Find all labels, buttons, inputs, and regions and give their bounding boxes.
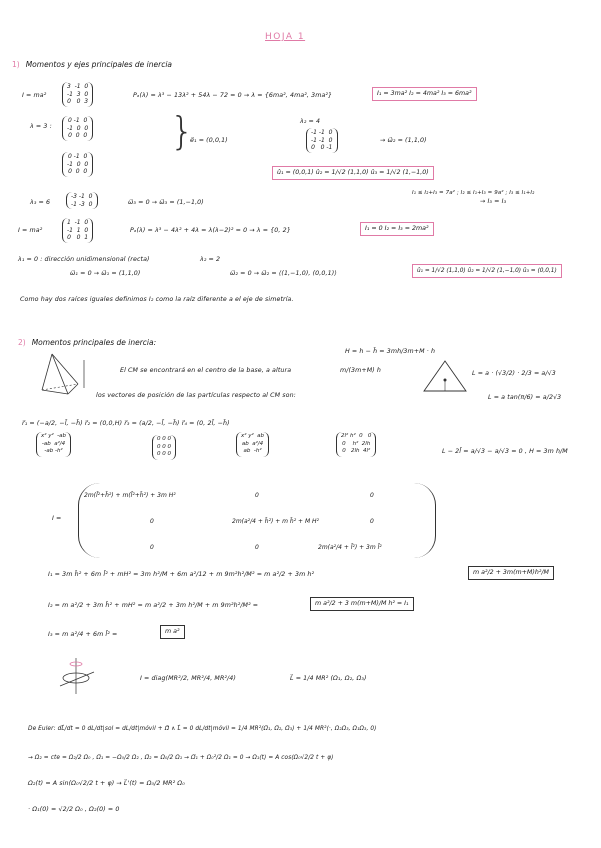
eigen-matrix-3: 0 -1 0 -1 0 0 0 0 0: [62, 116, 93, 141]
moment-I2-box: m a²/2 + 3 m(m+M)/M h² = I₁: [310, 597, 414, 611]
characteristic-polynomial: Pₐ(λ) = λ³ − 13λ² + 54λ − 72 = 0 → λ = {6ma², 4ma², 3ma²}: [133, 92, 333, 99]
matrix-entry-23: 0: [370, 518, 374, 525]
inertia-tensor-label: I = ma²: [22, 92, 47, 99]
moment-I3-box: m a²: [160, 625, 185, 639]
eigen-matrix-6: -3 -1 0 -1 -3 0: [66, 192, 98, 209]
eigen-result-2: ω⃗₂ = 0 → ω⃗₂ = ⟨(1,−1,0), (0,0,1)⟩: [230, 270, 337, 277]
solution-omega1: → Ω₂ = cte = Ω₂/2 Ω₀ , Ω̇₁ = −Ω₀/2 Ω₂ , Ω̇₂ = Ω₀/2 Ω₁ → Ω̈₁ + Ω₀²/2 Ω₁ = 0 → Ω₁(t) = A cos(Ω₀√2/2 t + φ): [28, 755, 334, 761]
big-matrix-label: I =: [52, 515, 62, 522]
degenerate-moments-box: I₁ = 0 I₂ = I₃ = 2ma²: [360, 222, 434, 236]
principal-moments-box: I₁ = 3ma² I₂ = 4ma² I₃ = 6ma²: [372, 87, 477, 101]
eigen-result-0: ω⃗₁ = 0 → ω⃗₁ = (1,1,0): [70, 270, 141, 277]
symmetry-note: Como hay dos raíces iguales definimos I₂ como la raíz diferente a el eje de simetría.: [20, 296, 294, 303]
eigen-label-4: λ₂ = 4: [300, 118, 321, 125]
eigen-result-4: → ω⃗₂ = (1,1,0): [380, 137, 427, 144]
eigen-result-6: ω⃗₃ = 0 → ω⃗₃ = (1,−1,0): [128, 199, 204, 206]
moment-I3: I₃ = m a²/4 + 6m l̄² =: [48, 631, 118, 638]
page-title: HOJA 1: [265, 32, 306, 42]
section-2-title: Momentos principales de inercia:: [31, 338, 157, 347]
euler-equations: De Euler: dL⃗/dt = 0 dL/dt|sol = dL/dt|móvil + Ω⃗ ∧ L⃗ = 0 dL/dt|móvil = 1/4 MR²(Ω̇₁, Ω̇₂, Ω̇₃) + 1/4 MR²(·, Ω₂Ω₃, Ω₁Ω₃, 0): [28, 726, 377, 732]
eigen-label-3: λ = 3 :: [30, 123, 52, 130]
eigen-label-2: λ₂ = 2: [200, 256, 221, 263]
inertia-contrib-2: 0 0 0 0 0 0 0 0 0: [152, 435, 176, 460]
l-equation: L = a · (√3/2) · 2/3 = a/√3: [472, 370, 556, 377]
inertia-contrib-3: x² y² ab ab a²/4 ab -h²: [236, 432, 269, 457]
inertia-contrib-4: 2l² h² 0 0 0 h² 2lh 0 2lh 4l²: [336, 432, 376, 457]
moment-I1: I₁ = 3m h̄² + 6m l̄² + mH² = 3m h²/M + 6m a²/12 + m 9m²h²/M² = m a²/2 + 3m h²: [48, 571, 315, 578]
eigen-matrix-4: -1 -1 0 -1 -1 0 0 0 -1: [306, 128, 338, 153]
disk-inertia: I = diag(MR²/2, MR²/4, MR²/4): [140, 675, 236, 682]
system-brace: }: [170, 109, 195, 153]
matrix-entry-32: 0: [255, 544, 259, 551]
triangle-inequality-result: → I₃ = I₃: [480, 198, 507, 205]
eigen-result-3: e⃗₁ = (0,0,1): [190, 137, 228, 144]
particle-position-vectors: r⃗₁ = (−a/2, −l̄, −h̄) r⃗₂ = (0,0,H) r⃗₃ = (a/2, −l̄, −h̄) r⃗₄ = (0, 2l̄, −h̄): [22, 420, 230, 427]
inertia-tensor-label-2: I = ma²: [18, 227, 43, 234]
matrix-entry-12: 0: [255, 492, 259, 499]
section-1-title: Momentos y ejes principales de inercia: [25, 60, 173, 69]
matrix-entry-13: 0: [370, 492, 374, 499]
section-1-number: 1): [12, 60, 20, 69]
matrix-entry-22: 2m(a²/4 + h̄²) + m h̄² + M H²: [232, 518, 319, 525]
inertia-contrib-1: x² y² -ab -ab a²/4 -ab -h²: [36, 432, 71, 457]
moment-I2: I₂ = m a²/2 + 3m h̄² + mH² = m a²/2 + 3m h²/M + m 9m²h²/M² =: [48, 602, 259, 609]
triangle-sketch: [420, 358, 470, 398]
cm-description: El CM se encontrará en el centro de la base, a altura: [120, 367, 292, 374]
l-equation-2: L = a tan(π/6) = a/2√3: [488, 394, 562, 401]
initial-conditions: · Ω₁(0) = √2/2 Ω₀ , Ω₂(0) = 0: [28, 806, 120, 813]
cm-fraction: m/(3m+M) h: [340, 367, 382, 374]
angular-momentum: L⃗ = 1/4 MR² (Ω₁, Ω₂, Ω₃): [290, 675, 367, 682]
cm-condition: L − 2l̄ = a/√3 − a/√3 = 0 , H = 3m h/M: [442, 448, 568, 455]
section-2-number: 2): [18, 338, 26, 347]
solution-omega2: Ω₂(t) = A sin(Ω₀√2/2 t + φ) → L⃗'(t) = Ω₀/2 MR² Ω₀: [28, 780, 185, 787]
position-vectors-text: los vectores de posición de las partículas respecto al CM son:: [96, 392, 296, 399]
inertia-matrix: 3 -1 0 -1 3 0 0 0 3: [62, 82, 93, 107]
matrix-entry-21: 0: [150, 518, 154, 525]
matrix-entry-33: 2m(a²/4 + l̄²) + 3m l̄²: [318, 544, 382, 551]
triangle-inequalities: I₁ ≤ I₂+I₃ = 7a² ; I₂ ≤ I₁+I₃ = 9a² ; I₃ ≤ I₁+I₂: [412, 190, 535, 196]
inertia-matrix-2: 1 -1 0 -1 1 0 0 0 1: [62, 218, 93, 243]
tetrahedron-sketch: [38, 352, 90, 398]
section-2-heading: [18, 338, 156, 347]
degenerate-axes-box: û₁ = 1/√2 (1,1,0) û₂ = 1/√2 (1,−1,0) û₃ = (0,0,1): [412, 264, 562, 278]
moment-I1-box: m a²/2 + 3m(m+M)h²/M: [468, 566, 554, 580]
eigen-label-6: λ₃ = 6: [30, 199, 51, 206]
height-equation: H = h − h̄ = 3mh/3m+M · h: [345, 348, 436, 355]
section-1-heading: [12, 60, 172, 69]
matrix-entry-31: 0: [150, 544, 154, 551]
disk-axes-sketch: [58, 656, 98, 696]
matrix-entry-11: 2m(l̄²+h̄²) + m(l̄²+h̄²) + 3m H²: [84, 492, 176, 499]
eigen-label-0: λ₁ = 0 : dirección unidimensional (recta): [18, 256, 150, 263]
principal-axes-box: û₁ = (0,0,1) û₂ = 1/√2 (1,1,0) û₃ = 1/√2 (1,−1,0): [272, 166, 434, 180]
eigen-matrix-3-reduced: 0 -1 0 -1 0 0 0 0 0: [62, 152, 93, 177]
characteristic-polynomial-2: Pₐ(λ) = λ³ − 4λ² + 4λ = λ(λ−2)² = 0 → λ = {0, 2}: [130, 227, 291, 234]
